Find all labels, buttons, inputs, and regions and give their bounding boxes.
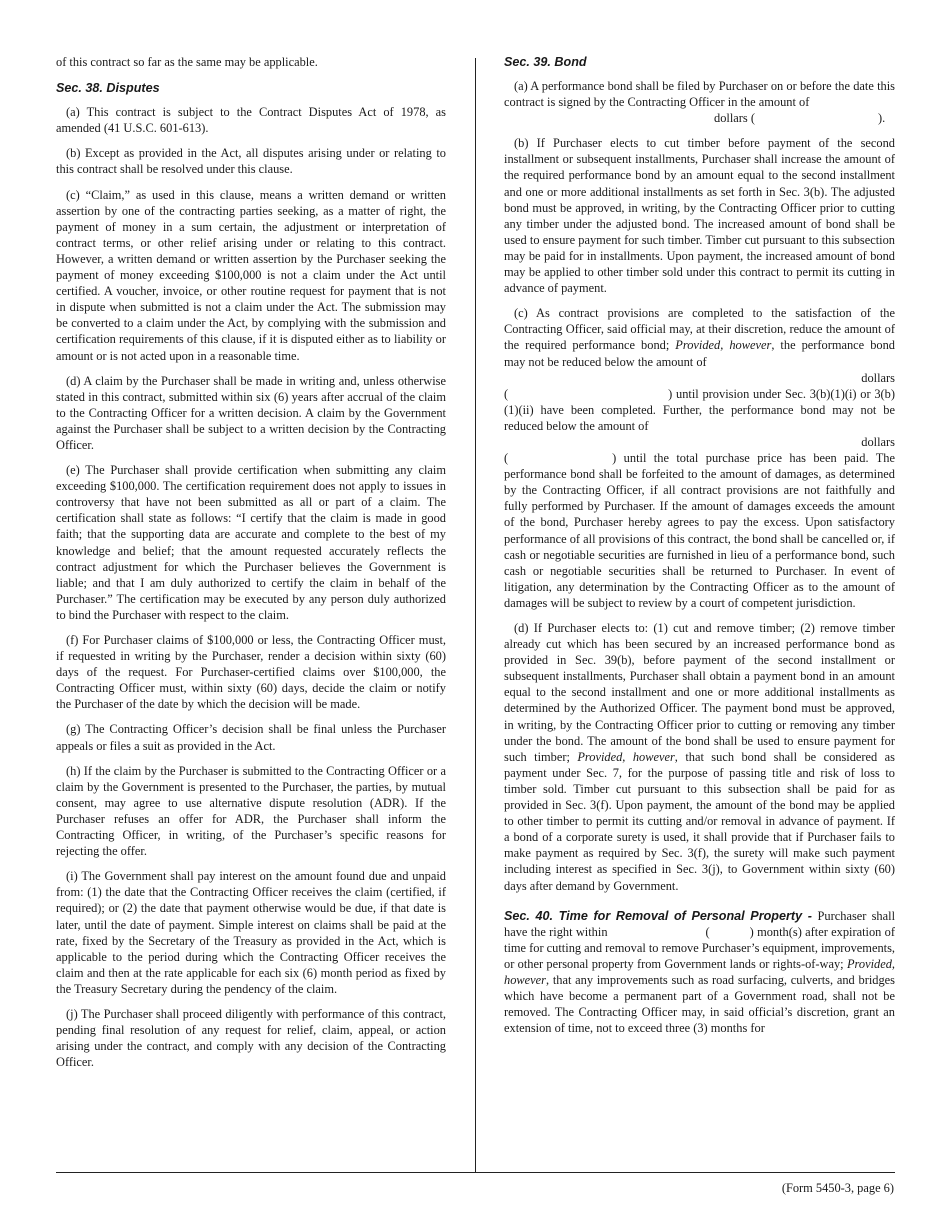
sec-38-heading: Sec. 38. Disputes (56, 81, 160, 96)
sec-38-paragraph-g: (g) The Contracting Officer’s decision shall be final unless the Purchaser appeals or files a suit as provided in the Act. (56, 722, 446, 753)
sec-39-c-text-1: (c) As contract provisions are completed to the satisfaction of the Contracting Officer, said official may, at their discretion, reduce the amount of the required performance bond; (504, 306, 895, 353)
sec-39-c-text-4: ) until the total purchase price has been paid. The performance bond shall be forfeited to the amount of damages, as determined by the Contracting Officer, if all contract provisions are not faithfully and fully performed by Purchaser. If the amount of damages exceeds the amount of the bond, Purchaser hereby agrees to pay the excess. Upon satisfactory performance of all provisions of this contract, the bond shall be cancelled or, if cash or negotiable securities are furnished in lieu of a performance bond, such cash or negotiable securities shall be returned to Purchaser. In event of litigation, any determination by the Contracting Officer as to the amount of damages will be subject to review by a court of competent jurisdiction. (504, 451, 895, 610)
sec-39-c-text-3: ) until provision under Sec. 3(b)(1)(i) or 3(b)(1)(ii) have been completed. Further, the performance bond may not be reduced below the amount of (504, 386, 895, 433)
right-column (504, 54, 895, 1045)
sec-39-d-text-2: , that such bond shall be considered as payment under Sec. 7, for the purpose of passing title and risk of loss to timber sold. Timber cut pursuant to this subsection shall be paid for as provided in Sec. 3(f). Upon payment, the amount of the bond may be applied to other timber to permit its cutting and/or removal in advance of payment. If a bond of a corporate surety is used, it shall provide that if Purchaser fails to make payment as required by Sec. 3(f), the surety will make such payment including interest as specified in Sec. 3(j), to Government within sixty (60) days after demand by Government. (504, 749, 895, 893)
sec-39-c-text-2: , the performance bond may not be reduced below the amount of (504, 338, 895, 369)
sec-40-provided: Provided, however (504, 956, 895, 987)
sec-38-paragraph-e: (e) The Purchaser shall provide certification when submitting any claim exceeding $100,000. The certification requirement does not apply to issues in controversy that have not been submitted as all or part of a claim. The certification shall state as follows: “I certify that the claim is made in good faith; that the supporting data are accurate and complete to the best of my knowledge and belief; that the amount requested accurately reflects the contract adjustment for which the Purchaser believes the Government is liable; and that I am duly authorized to certify the claim in behalf of the Purchaser.” The certification may be executed by any person duly authorized to bind the Purchaser with respect to the claim. (56, 463, 446, 622)
sec-40-text-3: , that any improvements such as road surfacing, culverts, and bridges which have become a permanent part of a Government road, shall not be removed. The Contracting Officer may, in said official’s discretion, grant an extension of time, not to exceed three (3) months for (504, 972, 895, 1036)
bond-amount-dollars-label: dollars ( (714, 111, 755, 126)
sec-38-paragraph-c: (c) “Claim,” as used in this clause, means a written demand or written assertion by one of the contracting parties seeking, as a matter of right, the payment of money in a sum certain, the adjustment or interpretation of contract terms, or other relief arising under or relating to this contract. However, a written demand or written assertion by the Purchaser seeking the payment of money exceeding $100,000 is not a claim under the Act until certified. A voucher, invoice, or other routine request for payment that is not in dispute when submitted is not a claim under the Act. The submission may be converted to a claim under the Act, by complying with the submission and certification requirements of this clause, if it is disputed either as to liability or amount or is not acted upon in a reasonable time. (56, 187, 446, 363)
sec-38-paragraph-f: (f) For Purchaser claims of $100,000 or less, the Contracting Officer must, if requested in writing by the Purchaser, render a decision within sixty (60) days of the request. For Purchaser-certified claims over $100,000, the Contracting Officer must, within sixty (60) days, decide the claim or notify the Purchaser of the date by which the decision will be made. (56, 633, 446, 712)
sec-39-d-text-1: (d) If Purchaser elects to: (1) cut and remove timber; (2) remove timber already cut which has been secured by an increased performance bond as provided in Sec. 39(b), before payment of the second installment or subsequent installments, Purchaser shall obtain a payment bond in an amount equal to the second installment and one or more additional installments as determined by the Authorized Officer. The payment bond must be approved, in writing, by the Contracting Officer prior to cutting or removing any timber under the bond. The amount of the bond shall be used to ensure payment for such timber; (504, 621, 895, 764)
continuation-text: of this contract so far as the same may be applicable. (56, 55, 318, 69)
sec-40-text-1: Purchaser shall have the right within (504, 908, 896, 939)
sec-38-paragraph-d: (d) A claim by the Purchaser shall be made in writing and, unless otherwise stated in this contract, submitted within six (6) years after accrual of the claim to the Contracting Officer for a written decision. A claim by the Government against the Purchaser shall be subject to a written decision by the Contracting Officer. (56, 373, 446, 452)
bond-amount-close: ). (878, 111, 886, 126)
sec-39-paragraph-d (504, 620, 895, 894)
sec-39-c-continued-2 (504, 450, 895, 611)
sec-39-c-continued (504, 386, 895, 434)
column-divider (475, 58, 476, 1173)
bottom-rule (56, 1172, 895, 1173)
sec-39-heading: Sec. 39. Bond (504, 55, 587, 69)
sec-40-paren: ( (705, 924, 710, 939)
sec-38-paragraph-j: (j) The Purchaser shall proceed diligently with performance of this contract, pending final resolution of any request for relief, claim, appeal, or action arising under the contract, and comply with any decision of the Contracting Officer. (56, 1006, 446, 1070)
sec-39-paragraph-c (504, 305, 895, 369)
page-footer: (Form 5450-3, page 6) (781, 1181, 894, 1195)
sec-39-c-provided: Provided, however (675, 338, 772, 353)
sec-38-paragraph-b: (b) Except as provided in the Act, all disputes arising under or relating to this contract shall be resolved under this clause. (56, 146, 446, 177)
sec-38-paragraph-a: (a) This contract is subject to the Contract Disputes Act of 1978, as amended (41 U.S.C. 601-613). (56, 105, 446, 136)
sec-40-paragraph (504, 908, 895, 1037)
sec-39-d-provided: Provided, however (577, 749, 675, 764)
sec-39-paragraph-b: (b) If Purchaser elects to cut timber before payment of the second installment or subsequent installments, Purchaser shall increase the amount of the required performance bond by an amount equal to the second installment and one or more additional installments as set forth in Sec. 3(b). The adjusted bond must be approved, in writing, by the Contracting Officer prior to cutting any timber under the adjusted bond. The increased amount of bond shall be used to ensure payment for such timber. Timber cut pursuant to this subsection may be paid for in installments. Upon payment, the increased amount of bond may be applied to other timber sold under this contract to permit its cutting in advance of payment. (504, 136, 895, 296)
sec-40-heading: Sec. 40. Time for Removal of Personal Property - (504, 908, 818, 923)
bond-amount-line (504, 110, 895, 126)
sec-40-text-2: ) month(s) after expiration of time for cutting and removal to remove Purchaser’s equipment, improvements, or other personal property from Government lands or rights-of-way; (504, 924, 896, 971)
sec-38-paragraph-h: (h) If the claim by the Purchaser is submitted to the Contracting Officer or a claim by the Government is presented to the Purchaser, the parties, by mutual consent, may agree to use alternative dispute resolution (ADR). If the Purchaser refuses an offer for ADR, the Purchaser shall inform the Contracting Officer, in writing, of the Purchaser’s specific reasons for rejecting the offer. (56, 763, 446, 859)
sec-38-paragraph-i: (i) The Government shall pay interest on the amount found due and unpaid from: (1) the date that the Contracting Officer receives the claim (certified, if required); or (2) the date that payment otherwise would be due, if that date is later, until the date of payment. Simple interest on claims shall be paid at the rate, fixed by the Secretary of the Treasury as provided in the Act, which is applicable to the period during which the Contracting Officer receives the claim and then at the rate applicable for each six (6) month period as fixed by the Treasury Secretary during the pendency of the claim. (56, 869, 446, 996)
sec-39-paragraph-a: (a) A performance bond shall be filed by Purchaser on or before the date this contract is signed by the Contracting Officer in the amount of (504, 79, 895, 110)
left-column (56, 54, 446, 1079)
reduction-amount-1-paren: ( (504, 386, 509, 401)
reduction-amount-2-dollars: dollars (861, 434, 895, 449)
reduction-amount-2-paren: ( (504, 451, 509, 466)
reduction-amount-1-dollars: dollars (861, 370, 895, 385)
